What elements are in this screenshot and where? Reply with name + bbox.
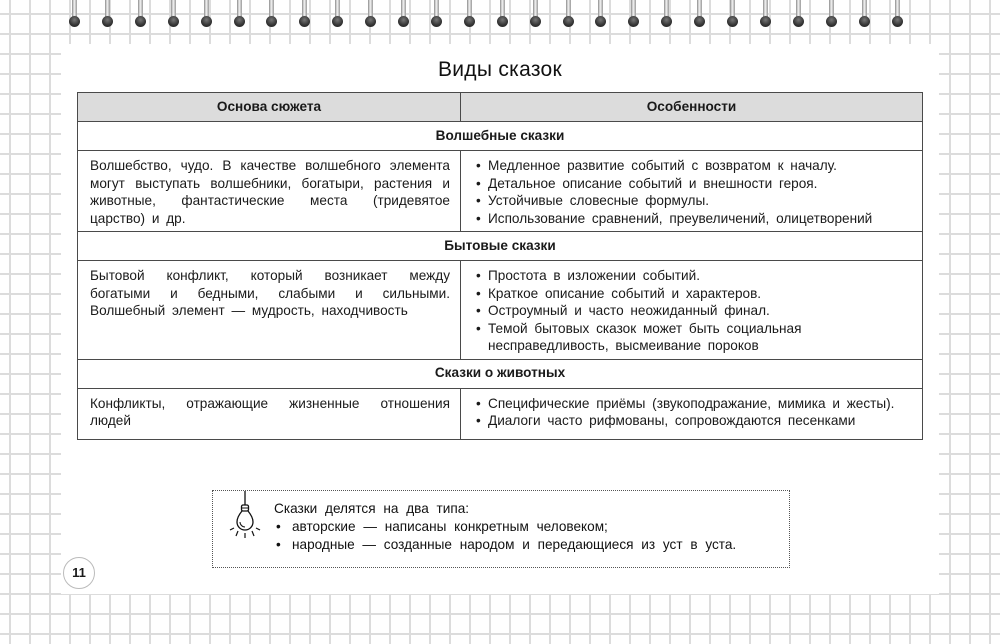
spiral-ring-icon <box>69 0 79 30</box>
spiral-ring-icon <box>431 0 441 30</box>
column-header-basis: Основа сюжета <box>78 93 461 122</box>
spiral-ring-icon <box>464 0 474 30</box>
spiral-ring-icon <box>694 0 704 30</box>
table-header-row <box>78 93 923 122</box>
spiral-ring-icon <box>793 0 803 30</box>
spiral-ring-icon <box>563 0 573 30</box>
spiral-ring-icon <box>892 0 902 30</box>
spiral-ring-icon <box>628 0 638 30</box>
table-row <box>78 151 923 232</box>
features-cell <box>461 388 923 439</box>
section-heading: Волшебные сказки <box>78 122 923 151</box>
table-row <box>78 388 923 439</box>
features-cell <box>461 151 923 232</box>
note-text <box>274 500 736 554</box>
feature-item: • Специфические приёмы (звукоподражание, мимика и жесты). <box>474 395 912 413</box>
section-row-animals <box>78 359 923 388</box>
plot-basis-cell: Волшебство, чудо. В качестве волшебного элемента могут выступать волшебники, богатыри, растения и животные, фантастические места (тридевятое царство) и др. <box>78 151 461 232</box>
spiral-binding <box>0 0 1000 30</box>
page-number-badge: 11 <box>63 557 95 589</box>
section-heading: Бытовые сказки <box>78 232 923 261</box>
section-row-magic <box>78 122 923 151</box>
spiral-ring-icon <box>497 0 507 30</box>
plot-basis-cell: Конфликты, отражающие жизненные отношения людей <box>78 388 461 439</box>
lightbulb-icon <box>228 491 262 551</box>
column-header-features: Особенности <box>461 93 923 122</box>
spiral-ring-icon <box>398 0 408 30</box>
feature-item: • Краткое описание событий и характеров. <box>474 285 912 303</box>
feature-item: • Диалоги часто рифмованы, сопровождаются песенками <box>474 412 912 430</box>
table-row <box>78 261 923 360</box>
feature-item: • Остроумный и часто неожиданный финал. <box>474 302 912 320</box>
spiral-ring-icon <box>727 0 737 30</box>
spiral-ring-icon <box>365 0 375 30</box>
spiral-ring-icon <box>168 0 178 30</box>
features-cell <box>461 261 923 360</box>
page-title: Виды сказок <box>437 58 563 81</box>
section-heading: Сказки о животных <box>78 359 923 388</box>
note-intro: Сказки делятся на два типа: <box>274 501 470 516</box>
feature-item: • Устойчивые словесные формулы. <box>474 192 912 210</box>
spiral-ring-icon <box>530 0 540 30</box>
spiral-ring-icon <box>661 0 671 30</box>
spiral-ring-icon <box>299 0 309 30</box>
spiral-ring-icon <box>201 0 211 30</box>
note-item: • авторские — написаны конкретным человеком; <box>274 518 736 536</box>
feature-item: • Использование сравнений, преувеличений, олицетворений <box>474 210 912 228</box>
spiral-ring-icon <box>859 0 869 30</box>
spiral-ring-icon <box>826 0 836 30</box>
feature-item: • Медленное развитие событий с возвратом к началу. <box>474 157 912 175</box>
info-note-box <box>212 490 790 568</box>
feature-item: • Простота в изложении событий. <box>474 267 912 285</box>
note-item: • народные — созданные народом и передающиеся из уст в уста. <box>274 536 736 554</box>
spiral-ring-icon <box>135 0 145 30</box>
spiral-ring-icon <box>234 0 244 30</box>
plot-basis-cell: Бытовой конфликт, который возникает между богатыми и бедными, слабыми и сильными. Волшебный элемент — мудрость, находчивость <box>78 261 461 360</box>
section-row-everyday <box>78 232 923 261</box>
spiral-ring-icon <box>595 0 605 30</box>
feature-item: • Темой бытовых сказок может быть социальная несправедливость, высмеивание пороков <box>474 320 912 355</box>
feature-item: • Детальное описание событий и внешности героя. <box>474 175 912 193</box>
fairy-tale-types-table <box>77 92 923 440</box>
spiral-ring-icon <box>760 0 770 30</box>
spiral-ring-icon <box>332 0 342 30</box>
spiral-ring-icon <box>266 0 276 30</box>
spiral-ring-icon <box>102 0 112 30</box>
